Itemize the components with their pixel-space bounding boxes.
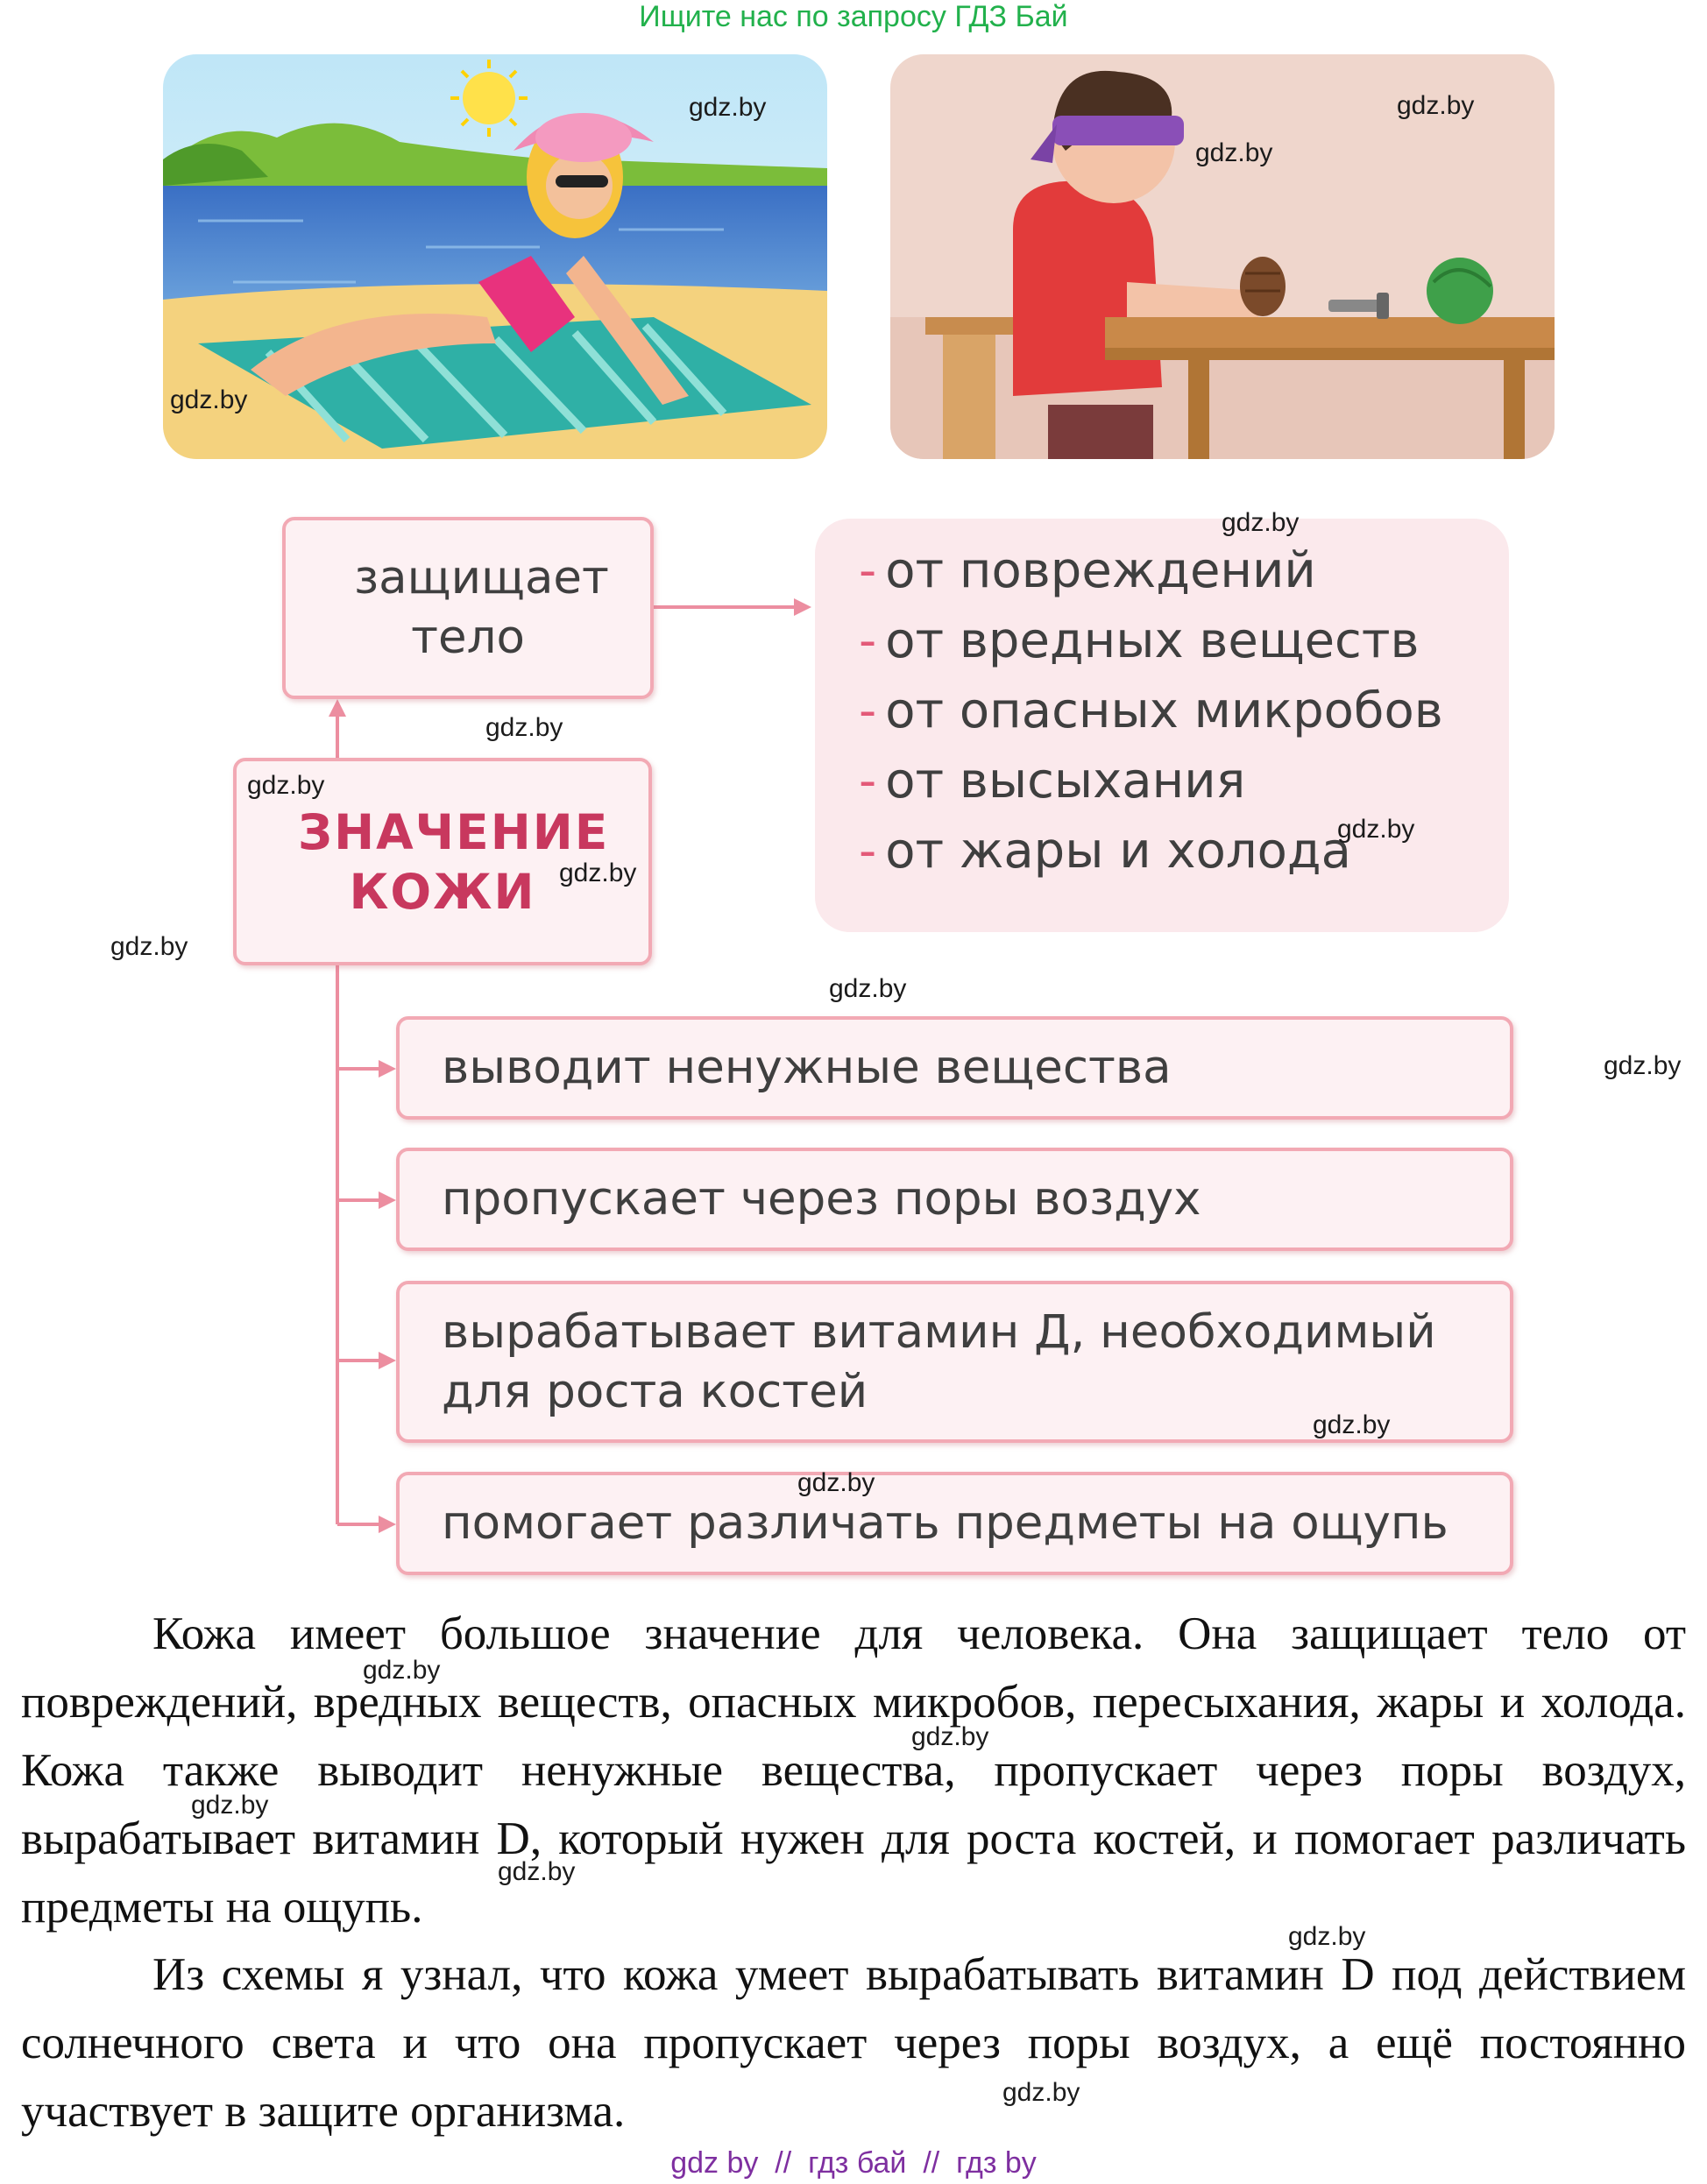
watermark: gdz.by (1195, 138, 1273, 167)
function-box (396, 1016, 1513, 1120)
watermark: gdz.by (559, 859, 637, 887)
protections-panel (815, 519, 1509, 932)
function-label: пропускает через поры воздух (442, 1172, 1201, 1226)
watermark: gdz.by (170, 385, 248, 414)
watermark: gdz.by (363, 1656, 441, 1685)
watermark: gdz.by (689, 93, 767, 122)
function-label: выводит ненужные вещества (442, 1041, 1172, 1094)
protection-item: - от жары и холода (859, 823, 1351, 880)
watermark: gdz.by (110, 932, 188, 961)
watermark: gdz.by (797, 1468, 875, 1497)
function-label: помогает различать предметы на ощупь (442, 1496, 1448, 1550)
protection-item: - от опасных микробов (859, 682, 1443, 739)
watermark: gdz.by (1222, 508, 1300, 537)
protects-body-label: защищает тело (354, 551, 609, 664)
watermark: gdz.by (1002, 2078, 1080, 2107)
watermark: gdz.by (247, 771, 325, 800)
protects-body-box (282, 517, 654, 699)
watermark: gdz.by (1397, 91, 1475, 120)
watermark: gdz.by (1337, 815, 1415, 844)
watermark: gdz.by (1604, 1051, 1682, 1080)
watermark: gdz.by (191, 1791, 269, 1820)
watermark: gdz.by (911, 1722, 989, 1751)
protection-item: - от высыхания (859, 753, 1246, 809)
watermark: gdz.by (829, 974, 907, 1003)
protection-item: - от вредных веществ (859, 612, 1420, 669)
skin-significance-title: ЗНАЧЕНИЕ КОЖИ (298, 803, 610, 920)
function-label: вырабатывает витамин Д, необходимый для роста костей (442, 1304, 1436, 1418)
watermark: gdz.by (498, 1857, 576, 1886)
function-box (396, 1472, 1513, 1575)
watermark: gdz.by (485, 713, 563, 742)
search-hint-link[interactable]: Ищите нас по запросу ГДЗ Бай (639, 0, 1068, 33)
paragraph-2: Из схемы я узнал, что кожа умеет вырабатывать витамин D под действием солнечного света и что она пропускает через поры воздух, а ещё постоянно участвует в защите организма. (21, 1949, 1686, 2137)
watermark: gdz.by (1313, 1410, 1391, 1439)
function-box (396, 1148, 1513, 1251)
footer-links[interactable]: gdz by // гдз бай // гдз by (670, 2146, 1037, 2180)
watermark: gdz.by (1288, 1922, 1366, 1951)
protection-item: - от повреждений (859, 542, 1316, 599)
paragraph-1: Кожа имеет большое значение для человека. Она защищает тело от повреждений, вредных веществ, опасных микробов, пересыхания, жары и холода. Кожа также выводит ненужные вещества, пропускает через поры воздух, вырабатывает витамин D, который нужен для роста костей, и помогает различать предметы на ощупь. (21, 1608, 1686, 1933)
